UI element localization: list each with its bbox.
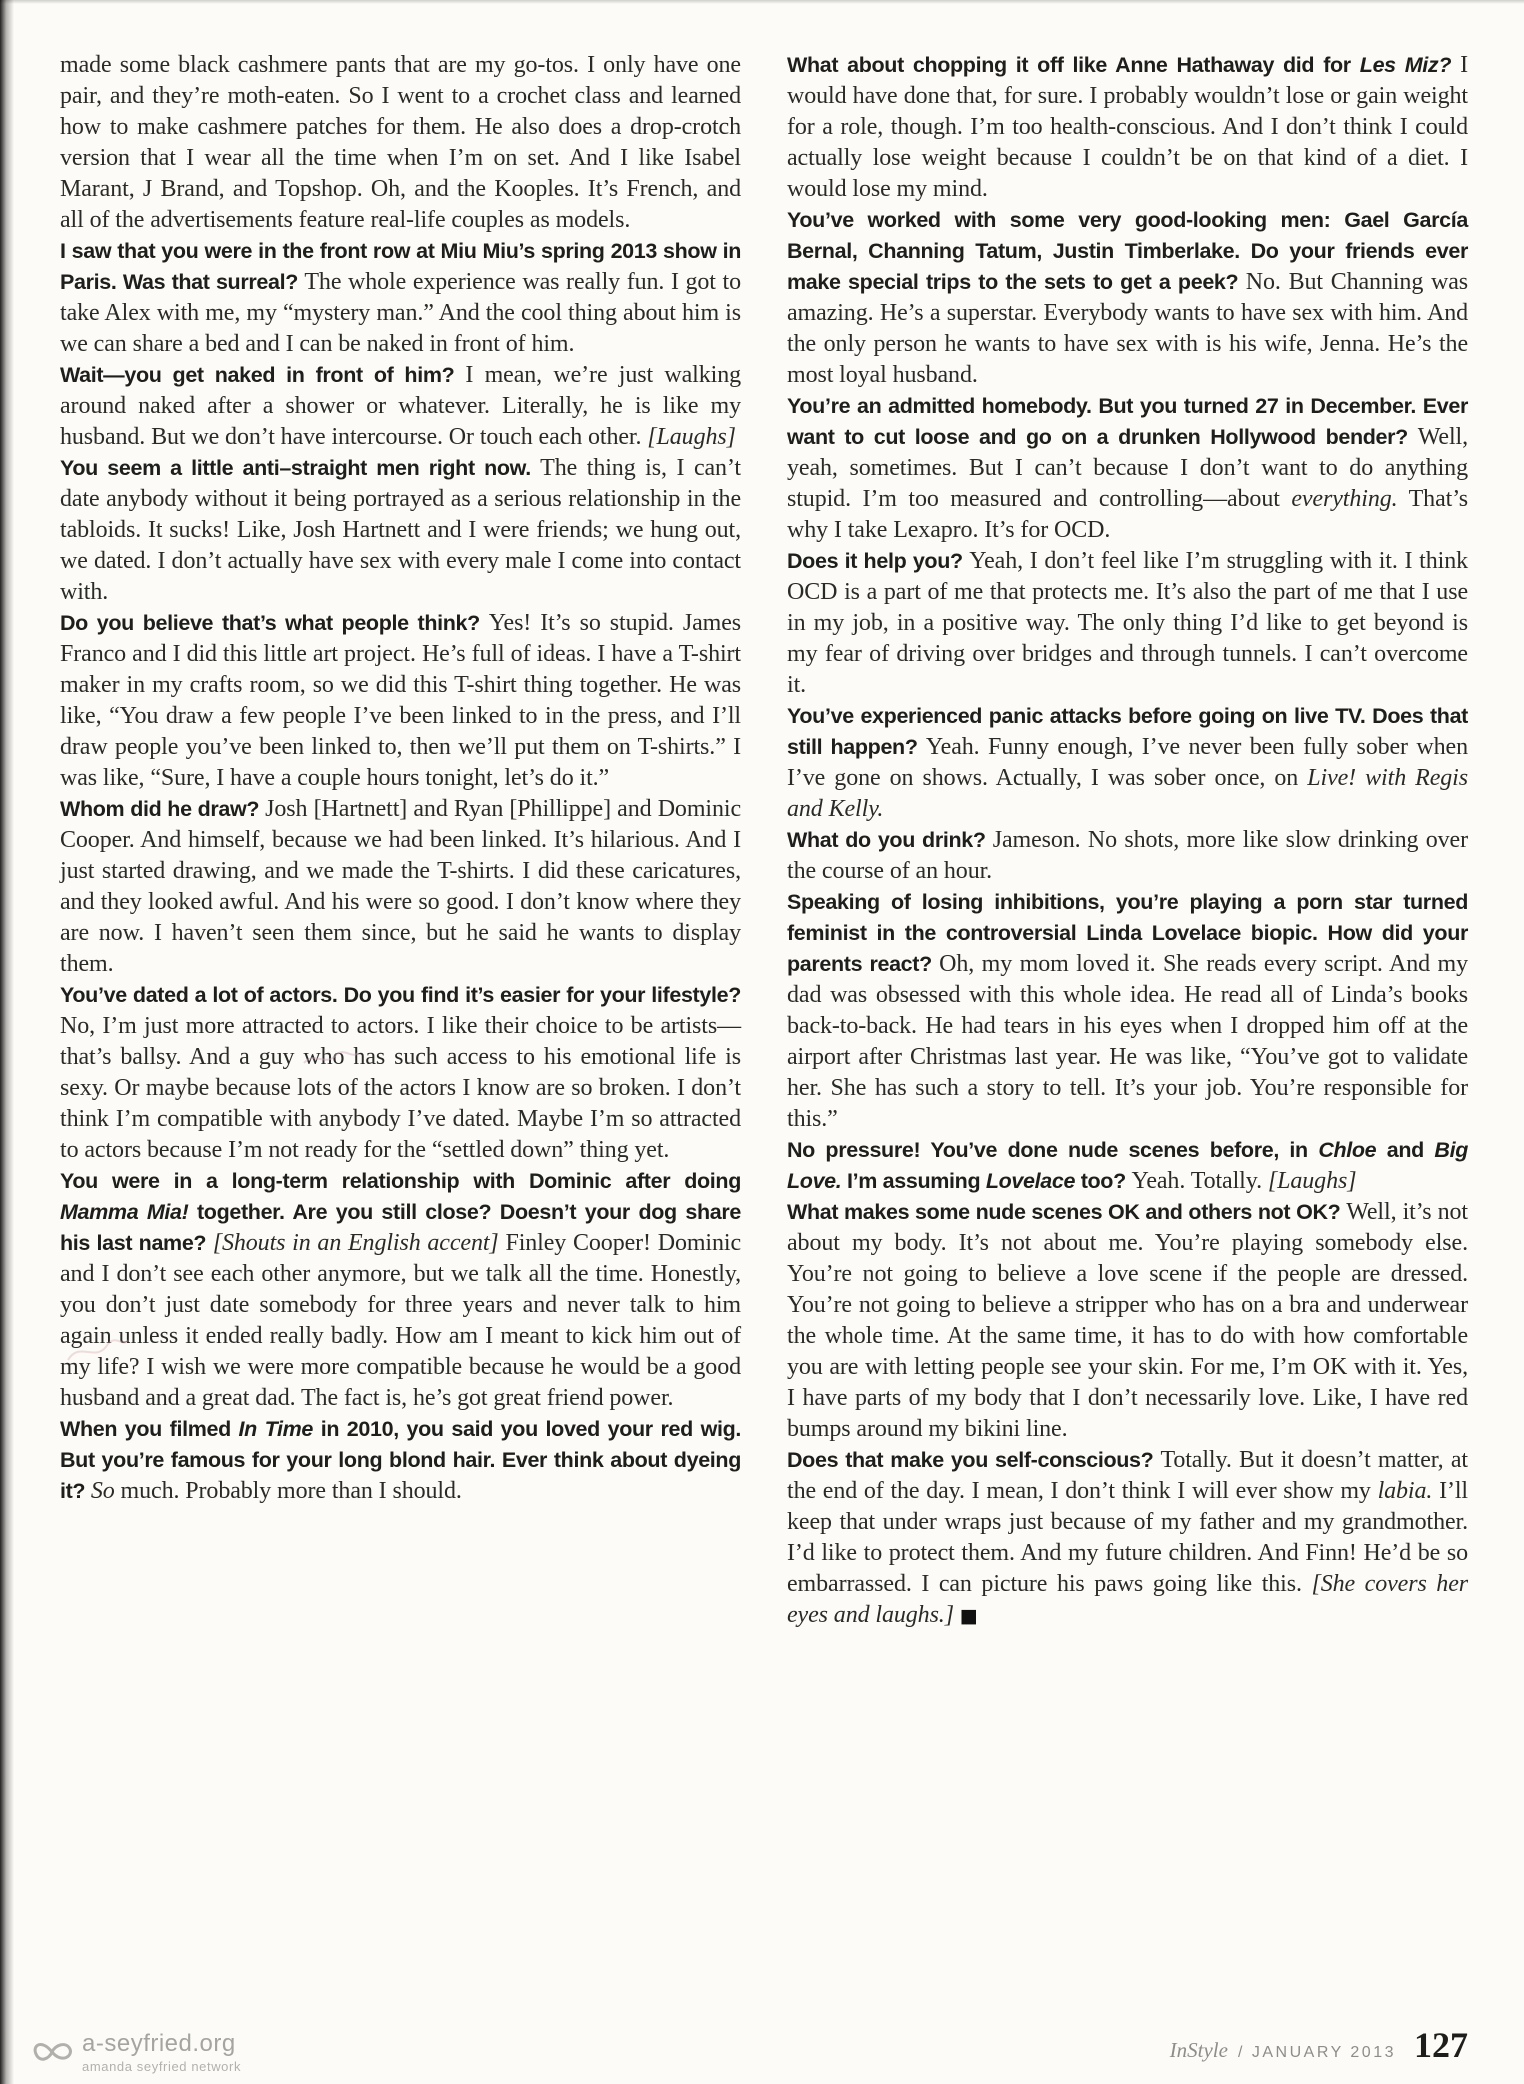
answer-text: Jameson. No shots, more like slow drinking over the course of an hour. (787, 827, 1468, 884)
question-text: What do you drink? (787, 828, 993, 852)
question-text: Mamma Mia! (60, 1200, 189, 1224)
question-text: I’m assuming (841, 1169, 986, 1193)
question-text: No pressure! You’ve done nude scenes before, in (787, 1138, 1319, 1162)
answer-text: Yeah. Totally. (1131, 1168, 1268, 1194)
answer-text: Totally. But it doesn’t matter, at the end of the day. I mean, I don’t think I will ever show my (787, 1447, 1468, 1504)
watermark-logo-icon (30, 2037, 74, 2067)
question-text: Whom did he draw? (60, 797, 266, 821)
answer-italic-text: everything. (1291, 486, 1398, 512)
qa-paragraph (787, 1445, 1468, 1632)
watermark-title: a-seyfried.org (82, 2030, 236, 2057)
watermark (30, 2030, 241, 2074)
question-text: You’ve experienced panic attacks before going on live TV. Does that still happen? (787, 704, 1468, 759)
question-text: You’ve dated a lot of actors. Do you find it’s easier for your lifestyle? (60, 983, 741, 1007)
answer-text: Yeah. Funny enough, I’ve never been fully sober when I’ve gone on shows. Actually, I was sober once, on (787, 734, 1468, 791)
question-text: You’ve worked with some very good-looking men: Gael García Bernal, Channing Tatum, Justin Timberlake. Do your friends ever make special trips to the sets to get a peek? (787, 208, 1468, 294)
answer-italic-text: [Laughs] (1267, 1168, 1357, 1194)
qa-paragraph (787, 701, 1468, 825)
qa-paragraph (787, 50, 1468, 205)
page-footer (0, 2014, 1524, 2084)
question-text: You’re an admitted homebody. But you turned 27 in December. Ever want to cut loose and go on a drunken Hollywood bender? (787, 394, 1468, 449)
footer-folio (1170, 2024, 1468, 2066)
question-text: together. Are you still close? Doesn’t your dog share his last name? (60, 1200, 741, 1255)
answer-text: made some black cashmere pants that are my go-tos. I only have one pair, and they’re moth-eaten. So I went to a crochet class and learned how to make cashmere patches for them. He also does a drop-crotch version that I wear all the time when I’m on set. And I like Isabel Marant, J Brand, and Topshop. Oh, and the Kooples. It’s French, and all of the advertisements feature real-life couples as models. (60, 52, 741, 233)
end-mark: ■ (953, 1605, 978, 1627)
article-body (60, 50, 1468, 1632)
question-text: Does that make you self-conscious? (787, 1448, 1161, 1472)
qa-paragraph (60, 453, 741, 608)
issue-date: / JANUARY 2013 (1237, 2044, 1396, 2061)
question-text: in 2010, you said you loved your red wig. But you’re famous for your long blond hair. Ever think about dyeing it? (60, 1417, 741, 1503)
qa-paragraph (60, 360, 741, 453)
question-text: In Time (238, 1417, 314, 1441)
qa-paragraph (787, 887, 1468, 1135)
answer-text: Well, yeah, sometimes. But I can’t because I don’t want to do anything stupid. I’m too measured and controlling—about (787, 424, 1468, 512)
answer-text: Finley Cooper! Dominic and I don’t see each other anymore, but we talk all the time. Honestly, you don’t just date somebody for three years and never talk to him again unless it ended really badly. How am I meant to kick him out of my life? I wish we were more compatible because he would be a good husband and a great dad. The fact is, he’s got great friend power. (60, 1230, 742, 1411)
answer-text: Oh, my mom loved it. She reads every script. And my dad was obsessed with this whole idea. He read all of Linda’s books back-to-back. He had tears in his eyes when I dropped him off at the airport after Christmas last year. He was like, “You’ve got to validate her. She has such a story to tell. It’s your job. You’re responsible for this.” (787, 951, 1468, 1132)
answer-italic-text: Live! with Regis and Kelly. (787, 765, 1468, 822)
answer-text: Yeah, I don’t feel like I’m struggling with it. I think OCD is a part of me that protects me. It’s also the part of me that I use in my job, in a positive way. The only thing I’d like to get beyond is my fear of driving over bridges and through tunnels. I can’t overcome it. (787, 548, 1468, 698)
question-text: and (1376, 1138, 1435, 1162)
qa-paragraph (60, 1166, 741, 1414)
qa-paragraph (60, 50, 741, 236)
question-text: Wait—you get naked in front of him? (60, 363, 466, 387)
question-text: What makes some nude scenes OK and others not OK? (787, 1200, 1347, 1224)
question-text: Speaking of losing inhibitions, you’re playing a porn star turned feminist in the controversial Linda Lovelace biopic. How did your parents react? (787, 890, 1468, 976)
question-text: You were in a long-term relationship with Dominic after doing (60, 1169, 741, 1193)
question-text: You seem a little anti–straight men right now. (60, 456, 541, 480)
answer-text: Well, it’s not about my body. It’s not about me. You’re playing somebody else. You’re not going to believe a love scene if the people are dressed. You’re not going to believe a stripper who has on a bra and underwear the whole time. At the same time, it has to do with how comfortable you are with letting people see your skin. For me, I’m OK with it. Yes, I have parts of my body that I don’t necessarily love. Like, I have red bumps around my bikini line. (787, 1199, 1468, 1442)
qa-paragraph (60, 236, 741, 360)
scan-edge-top (0, 0, 1524, 4)
answer-text: I’ll keep that under wraps just because of my father and my grandmother. I’d like to protect them. And my future children. And Finn! He’d be so embarrassed. I can picture his paws going like this. (787, 1478, 1468, 1597)
scan-edge-left (0, 0, 14, 2084)
question-text: too? (1075, 1169, 1132, 1193)
answer-text: Josh [Hartnett] and Ryan [Phillippe] and Dominic Cooper. And himself, because we had been linked. It’s hilarious. And I just started drawing, and we made the T-shirts. I did these caricatures, and they looked awful. And his were so good. I don’t know where they are now. I haven’t seen them since, but he said he wants to display them. (60, 796, 741, 977)
question-text: What about chopping it off like Anne Hathaway did for (787, 53, 1360, 77)
answer-italic-text: [Shouts in an English accent] (212, 1230, 499, 1256)
answer-text: Yes! It’s so stupid. James Franco and I did this little art project. He’s full of ideas. I have a T-shirt maker in my crafts room, so we did this T-shirt thing together. He was like, “You draw a few people I’ve been linked to in the press, and I’ll draw people you’ve been linked to, then we’ll put them on T-shirts.” I was like, “Sure, I have a couple hours tonight, let’s do it.” (60, 610, 741, 791)
question-text: Do you believe that’s what people think? (60, 611, 489, 635)
question-text: Does it help you? (787, 549, 970, 573)
question-text: Lovelace (985, 1169, 1076, 1193)
question-text: When you filmed (60, 1417, 239, 1441)
answer-text: No, I’m just more attracted to actors. I like their choice to be artists—that’s ballsy. And a guy who has such access to his emotional life is sexy. Or maybe because lots of the actors I know are so broken. I don’t think I’m compatible with anybody I’ve dated. Maybe I’m so attracted to actors because I’m not ready for the “settled down” thing yet. (60, 1013, 741, 1163)
answer-text: I would have done that, for sure. I probably wouldn’t lose or gain weight for a role, though. I’m too health-conscious. And I don’t think I could actually lose weight because I couldn’t be on that kind of a diet. I would lose my mind. (787, 52, 1468, 202)
qa-paragraph (60, 608, 741, 794)
qa-paragraph (787, 546, 1468, 701)
page-number: 127 (1414, 2025, 1468, 2065)
qa-paragraph (60, 794, 741, 980)
qa-paragraph (787, 1135, 1468, 1197)
answer-text: No. But Channing was amazing. He’s a superstar. Everybody wants to have sex with him. And the only person he wants to have sex with is his wife, Jenna. He’s the most loyal husband. (787, 269, 1468, 388)
watermark-text (82, 2030, 241, 2074)
question-text: Chloe (1318, 1138, 1377, 1162)
watermark-subtitle: amanda seyfried network (82, 2059, 242, 2074)
qa-paragraph (60, 980, 741, 1166)
article-column-left (60, 50, 741, 1632)
qa-paragraph (60, 1414, 741, 1507)
qa-paragraph (787, 391, 1468, 546)
qa-paragraph (787, 1197, 1468, 1445)
answer-italic-text: [Laughs] (647, 424, 736, 450)
answer-italic-text: [She covers her eyes and laughs.] (787, 1571, 1468, 1628)
article-column-right (787, 50, 1468, 1632)
qa-paragraph (787, 205, 1468, 391)
qa-paragraph (787, 825, 1468, 887)
answer-text: I mean, we’re just walking around naked after a shower or whatever. Literally, he is like my husband. But we don’t have intercourse. Or touch each other. (60, 362, 742, 450)
answer-text: That’s why I take Lexapro. It’s for OCD. (787, 486, 1468, 543)
answer-italic-text: So (90, 1478, 115, 1504)
answer-italic-text: labia. (1377, 1478, 1433, 1504)
question-text: Big Love. (787, 1138, 1468, 1193)
question-text: I saw that you were in the front row at Miu Miu’s spring 2013 show in Paris. Was that surreal? (60, 239, 741, 294)
answer-text: The whole experience was really fun. I got to take Alex with me, my “mystery man.” And the cool thing about him is we can share a bed and I can be naked in front of him. (60, 269, 741, 357)
magazine-name: InStyle (1169, 2038, 1228, 2062)
answer-text: The thing is, I can’t date anybody without it being portrayed as a serious relationship in the tabloids. It sucks! Like, Josh Hartnett and I were friends; we hung out, we dated. I don’t actually have sex with every male I come into contact with. (60, 455, 741, 605)
answer-text: much. Probably more than I should. (114, 1478, 462, 1504)
question-text: Les Miz? (1359, 53, 1461, 77)
